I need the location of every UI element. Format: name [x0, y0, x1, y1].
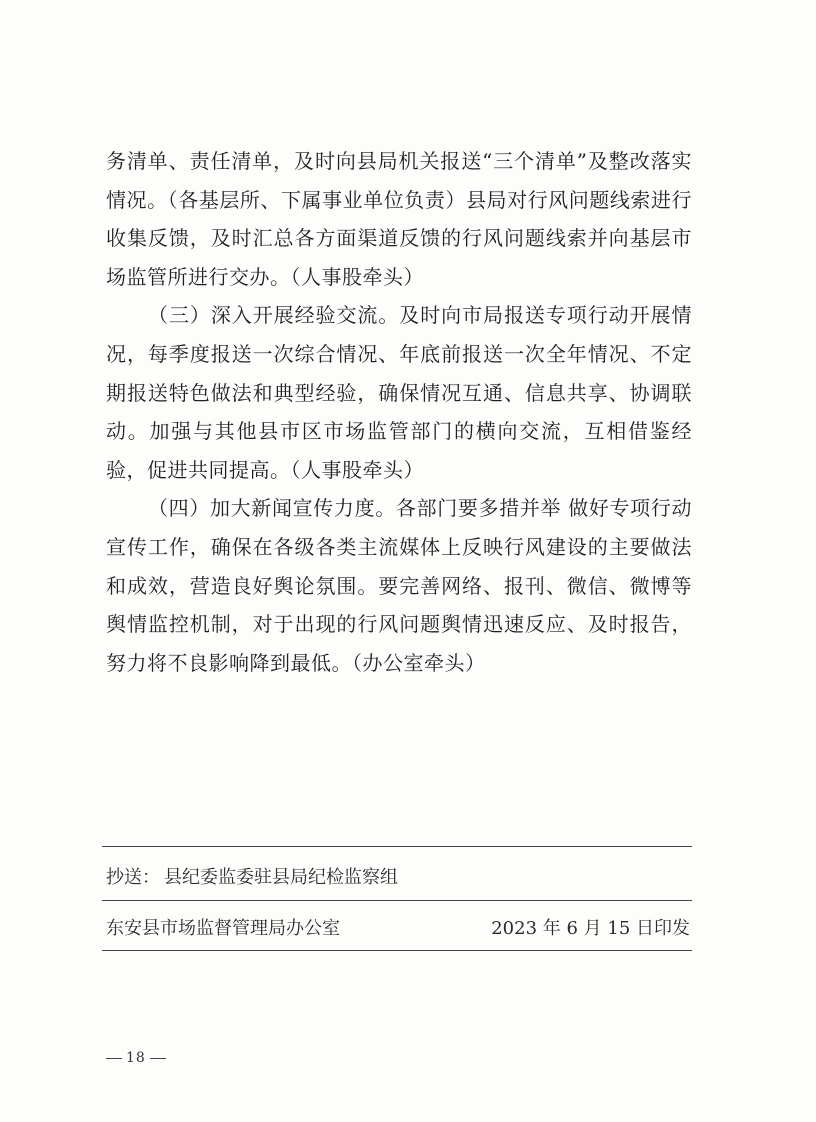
page-number-value: 18: [126, 1050, 146, 1066]
issuing-office: 东安县市场监督管理局办公室: [106, 918, 340, 939]
body-text: [106, 142, 692, 682]
divider-bottom: [102, 950, 692, 951]
issue-line: [106, 917, 690, 941]
issue-date: 2023 年 6 月 15 日印发: [491, 918, 690, 939]
page-number-dash-left: [106, 1058, 122, 1059]
divider-top: [102, 846, 692, 847]
cc-line: [106, 866, 690, 890]
paragraph-section-three: （三）深入开展经验交流。及时向市局报送专项行动开展情况，每季度报送一次综合情况、年底前报送一次全年情况、不定期报送特色做法和典型经验，确保情况互通、信息共享、协调联动。加强与其他县市区市场监管部门的横向交流，互相借鉴经验，促进共同提高。（人事股牵头）: [106, 303, 692, 482]
cc-recipient: 县纪委监委驻县局纪检监察组: [164, 867, 398, 888]
page-number-dash-right: [150, 1058, 166, 1059]
page-number: [102, 1050, 170, 1066]
cc-label: 抄送：: [106, 867, 160, 888]
paragraph-section-four: （四）加大新闻宣传力度。各部门要多措并举 做好专项行动宣传工作，确保在各级各类主流媒体上反映行风建设的主要做法和成效，营造良好舆论氛围。要完善网络、报刊、微信、微博等舆情监控机制，对于出现的行风问题舆情迅速反应、及时报告，努力将不良影响降到最低。（办公室牵头）: [106, 496, 692, 675]
paragraph-continuation: 务清单、责任清单，及时向县局机关报送“三个清单”及整改落实情况。（各基层所、下属事业单位负责）县局对行风问题线索进行收集反馈，及时汇总各方面渠道反馈的行风问题线索并向基层市场监管所进行交办。（人事股牵头）: [106, 149, 692, 289]
divider-middle: [102, 900, 692, 901]
